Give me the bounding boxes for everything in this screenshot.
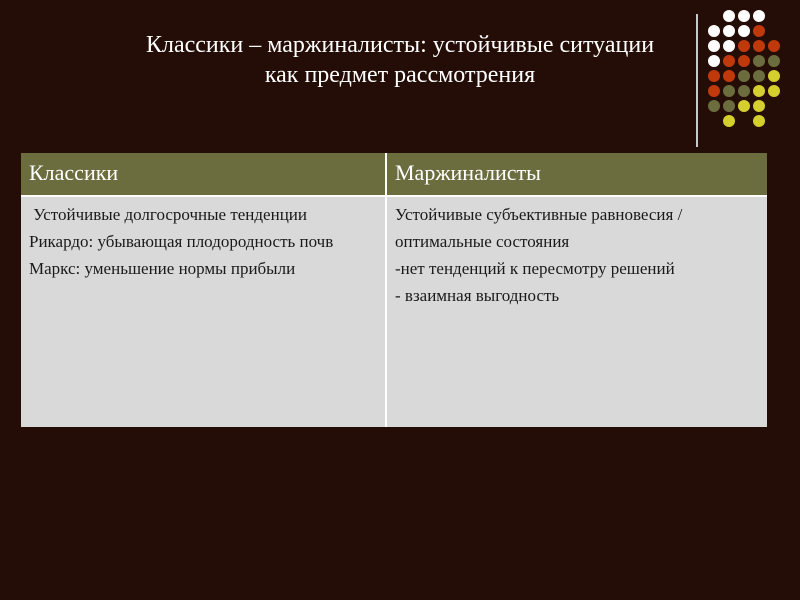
decorative-dot (708, 70, 720, 82)
decorative-dot (738, 40, 750, 52)
slide-title (95, 30, 705, 90)
decorative-dot (753, 25, 765, 37)
decorative-dot (768, 70, 780, 82)
decorative-dot (753, 70, 765, 82)
decorative-dot (768, 40, 780, 52)
decorative-dot (708, 100, 720, 112)
decorative-divider (696, 14, 698, 147)
decorative-dot (708, 55, 720, 67)
decorative-dot (708, 85, 720, 97)
decorative-dot (723, 40, 735, 52)
cell-marginalists (387, 197, 767, 427)
decorative-dot (738, 10, 750, 22)
classics-line-3: Маркс: уменьшение нормы прибыли (29, 259, 296, 278)
classics-line-1: Устойчивые долгосрочные тенденции (29, 205, 307, 224)
decorative-dot (738, 55, 750, 67)
cell-classics (21, 197, 385, 427)
decorative-dot (753, 115, 765, 127)
header-marginalists: Маржиналисты (387, 153, 767, 195)
decorative-dot (753, 10, 765, 22)
decorative-dot-grid (708, 10, 780, 130)
marginalists-line-1: Устойчивые субъективные равновесия / оптимальные состояния (395, 205, 687, 251)
decorative-dot (723, 55, 735, 67)
decorative-dot (723, 85, 735, 97)
decorative-dot (723, 70, 735, 82)
comparison-table (21, 153, 767, 427)
decorative-dot (753, 85, 765, 97)
decorative-dot (753, 40, 765, 52)
decorative-dot (723, 10, 735, 22)
decorative-dot (738, 100, 750, 112)
header-classics: Классики (21, 153, 385, 195)
decorative-dot (738, 25, 750, 37)
classics-line-2: Рикардо: убывающая плодородность почв (29, 232, 334, 251)
decorative-dot (753, 55, 765, 67)
decorative-dot (738, 70, 750, 82)
marginalists-line-3: - взаимная выгодность (395, 286, 560, 305)
decorative-dot (768, 55, 780, 67)
title-line-1: Классики – маржиналисты: устойчивые ситуации (145, 32, 655, 58)
decorative-dot (708, 25, 720, 37)
decorative-dot (723, 100, 735, 112)
decorative-dot (753, 100, 765, 112)
decorative-dot (723, 25, 735, 37)
decorative-dot (738, 85, 750, 97)
decorative-dot (723, 115, 735, 127)
decorative-dot (768, 85, 780, 97)
marginalists-line-2: -нет тенденций к пересмотру решений (395, 259, 675, 278)
decorative-dot (708, 40, 720, 52)
title-line-2: как предмет рассмотрения (264, 62, 536, 88)
